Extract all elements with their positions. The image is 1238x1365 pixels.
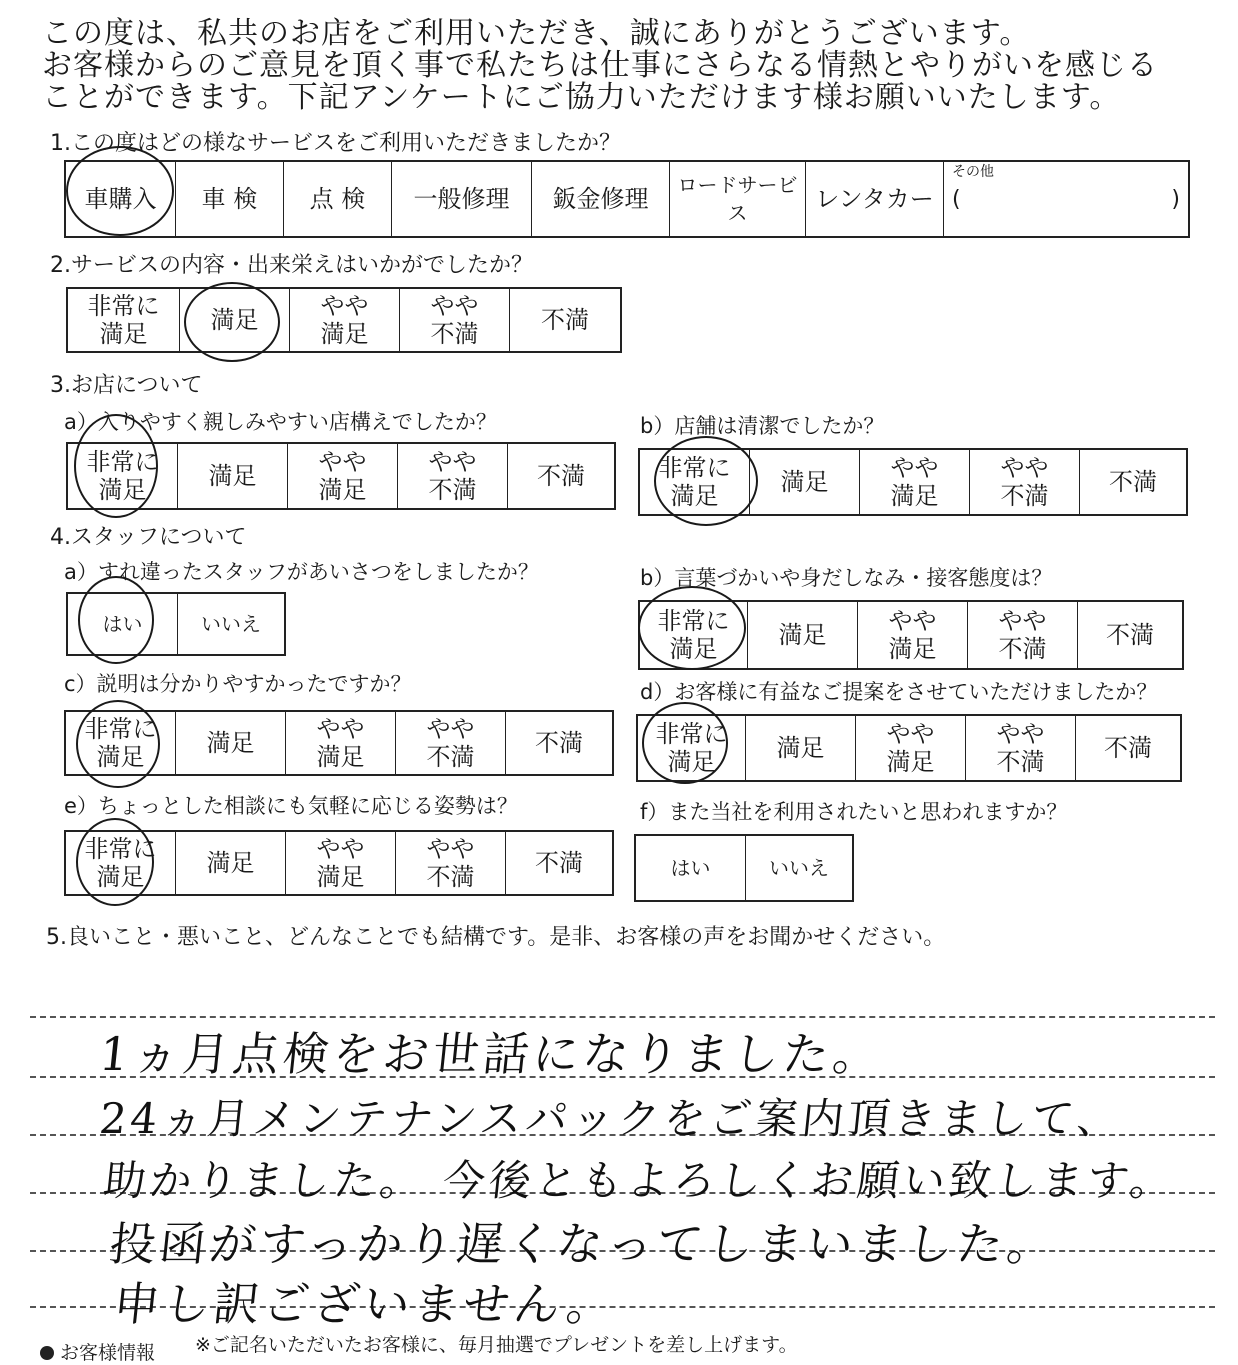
rating-satisfied[interactable]: 満足 [746, 716, 856, 780]
rating-very-satisfied[interactable]: 非常に 満足 [638, 716, 746, 780]
other-label: その他 [952, 164, 994, 180]
rating-dissatisfied[interactable]: 不満 [541, 306, 589, 334]
rating-satisfied[interactable]: 満足 [176, 712, 286, 774]
rating-satisfied[interactable]: 満足 [180, 289, 290, 351]
rating-very-satisfied[interactable]: 非常に 満足 [66, 832, 176, 894]
q1-option-sheet-metal[interactable]: 鈑金修理 [532, 162, 670, 236]
question-2-title: 2.サービスの内容・出来栄えはいかがでしたか？ [50, 253, 533, 278]
rating-somewhat-satisfied[interactable]: やや 満足 [856, 716, 966, 780]
question-3-title: 3.お店について [50, 373, 203, 398]
rating-somewhat-dissatisfied[interactable]: やや 不満 [970, 450, 1080, 514]
rating-dissatisfied[interactable]: 不満 [1106, 621, 1154, 649]
rating-somewhat-dissatisfied[interactable]: やや 不満 [968, 602, 1078, 668]
q4a-options [66, 592, 286, 656]
q1-option-shaken[interactable]: 車 検 [176, 162, 284, 236]
question-4c-title: c）説明は分かりやすかったですか？ [64, 672, 412, 696]
q3a-options [66, 442, 616, 510]
rating-very-satisfied[interactable]: 非常に 満足 [66, 712, 176, 774]
rating-dissatisfied[interactable]: 不満 [1104, 734, 1152, 762]
handwritten-line: 助かりました。 今後ともよろしくお願い致します。 [101, 1156, 1179, 1205]
rating-very-satisfied[interactable]: 非常に 満足 [68, 444, 178, 508]
handwritten-line: 1ヵ月点検をお世話になりました。 [96, 1027, 886, 1081]
rating-dissatisfied[interactable]: 不満 [537, 462, 585, 490]
rating-dissatisfied[interactable]: 不満 [1109, 468, 1157, 496]
q4b-options [638, 600, 1184, 670]
q4e-options [64, 830, 614, 896]
other-open-paren: ( [952, 187, 961, 212]
rating-satisfied[interactable]: 満足 [178, 444, 288, 508]
q2-options [66, 287, 622, 353]
q1-options [64, 160, 1190, 238]
rating-satisfied[interactable]: 満足 [748, 602, 858, 668]
rating-somewhat-satisfied[interactable]: やや 満足 [290, 289, 400, 351]
answer-no[interactable]: いいえ [201, 612, 261, 636]
rating-somewhat-satisfied[interactable]: やや 満足 [860, 450, 970, 514]
intro-text [42, 18, 1222, 114]
question-3a-title: a）入りやすく親しみやすい店構えでしたか？ [64, 410, 497, 434]
question-4-title: 4.スタッフについて [50, 525, 247, 550]
rating-very-satisfied[interactable]: 非常に 満足 [68, 289, 180, 351]
intro-line: この度は、私共のお店をご利用いただき、誠にありがとうございます。 [42, 16, 1031, 51]
rating-somewhat-satisfied[interactable]: やや 満足 [286, 832, 396, 894]
q4d-options [636, 714, 1182, 782]
question-3b-title: b）店舗は清潔でしたか？ [640, 414, 885, 438]
rating-dissatisfied[interactable]: 不満 [535, 729, 583, 757]
question-5-title: 5.良いこと・悪いこと、どんなことでも結構です。是非、お客様の声をお聞かせください。 [46, 925, 946, 950]
answer-no[interactable]: いいえ [769, 856, 829, 880]
rating-dissatisfied[interactable]: 不満 [535, 849, 583, 877]
q3b-options [638, 448, 1188, 516]
answer-yes[interactable]: はい [68, 594, 178, 654]
q1-option-road-service[interactable]: ロードサービス [670, 162, 806, 236]
answer-yes[interactable]: はい [636, 836, 746, 900]
question-4e-title: e）ちょっとした相談にも気軽に応じる姿勢は？ [64, 794, 518, 818]
rating-somewhat-dissatisfied[interactable]: やや 不満 [396, 832, 506, 894]
q1-option-car-purchase[interactable]: 車購入 [66, 162, 176, 236]
rating-satisfied[interactable]: 満足 [176, 832, 286, 894]
q4f-options [634, 834, 854, 902]
q1-option-other[interactable] [944, 162, 1188, 236]
other-close-paren: ) [1171, 187, 1180, 212]
rating-somewhat-dissatisfied[interactable]: やや 不満 [966, 716, 1076, 780]
q1-option-general-repair[interactable]: 一般修理 [392, 162, 532, 236]
handwritten-line: 申し訳ございません。 [110, 1277, 620, 1331]
customer-info-label: お客様情報 [60, 1342, 156, 1364]
rating-somewhat-satisfied[interactable]: やや 満足 [286, 712, 396, 774]
footer-note: ※ご記名いただいたお客様に、毎月抽選でプレゼントを差し上げます。 [195, 1334, 798, 1356]
rating-somewhat-dissatisfied[interactable]: やや 不満 [396, 712, 506, 774]
q1-option-inspection[interactable]: 点 検 [284, 162, 392, 236]
rating-very-satisfied[interactable]: 非常に 満足 [640, 450, 750, 514]
intro-line: お客様からのご意見を頂く事で私たちは仕事にさらなる情熱とやりがいを感じる [42, 48, 1158, 83]
rating-satisfied[interactable]: 満足 [750, 450, 860, 514]
question-4a-title: a）すれ違ったスタッフがあいさつをしましたか？ [64, 560, 539, 584]
question-4f-title: f）また当社を利用されたいと思われますか？ [640, 800, 1068, 824]
question-4b-title: b）言葉づかいや身だしなみ・接客態度は？ [640, 566, 1053, 590]
question-4d-title: d）お客様に有益なご提案をさせていただけましたか？ [640, 680, 1158, 704]
rating-somewhat-satisfied[interactable]: やや 満足 [858, 602, 968, 668]
q1-option-rental-car[interactable]: レンタカー [806, 162, 944, 236]
q4c-options [64, 710, 614, 776]
rating-somewhat-dissatisfied[interactable]: やや 不満 [398, 444, 508, 508]
bullet-icon [40, 1346, 54, 1360]
handwritten-line: 24ヵ月メンテナンスパックをご案内頂きまして、 [97, 1094, 1126, 1143]
handwritten-line: 投函がすっかり遅くなってしまいました。 [106, 1217, 1060, 1271]
rating-somewhat-satisfied[interactable]: やや 満足 [288, 444, 398, 508]
intro-line: ことができます。下記アンケートにご協力いただけます様お願いいたします。 [42, 80, 1121, 115]
question-1-title: 1.この度はどの様なサービスをご利用いただきましたか？ [50, 131, 621, 156]
rating-very-satisfied[interactable]: 非常に 満足 [640, 602, 748, 668]
rating-somewhat-dissatisfied[interactable]: やや 不満 [400, 289, 510, 351]
